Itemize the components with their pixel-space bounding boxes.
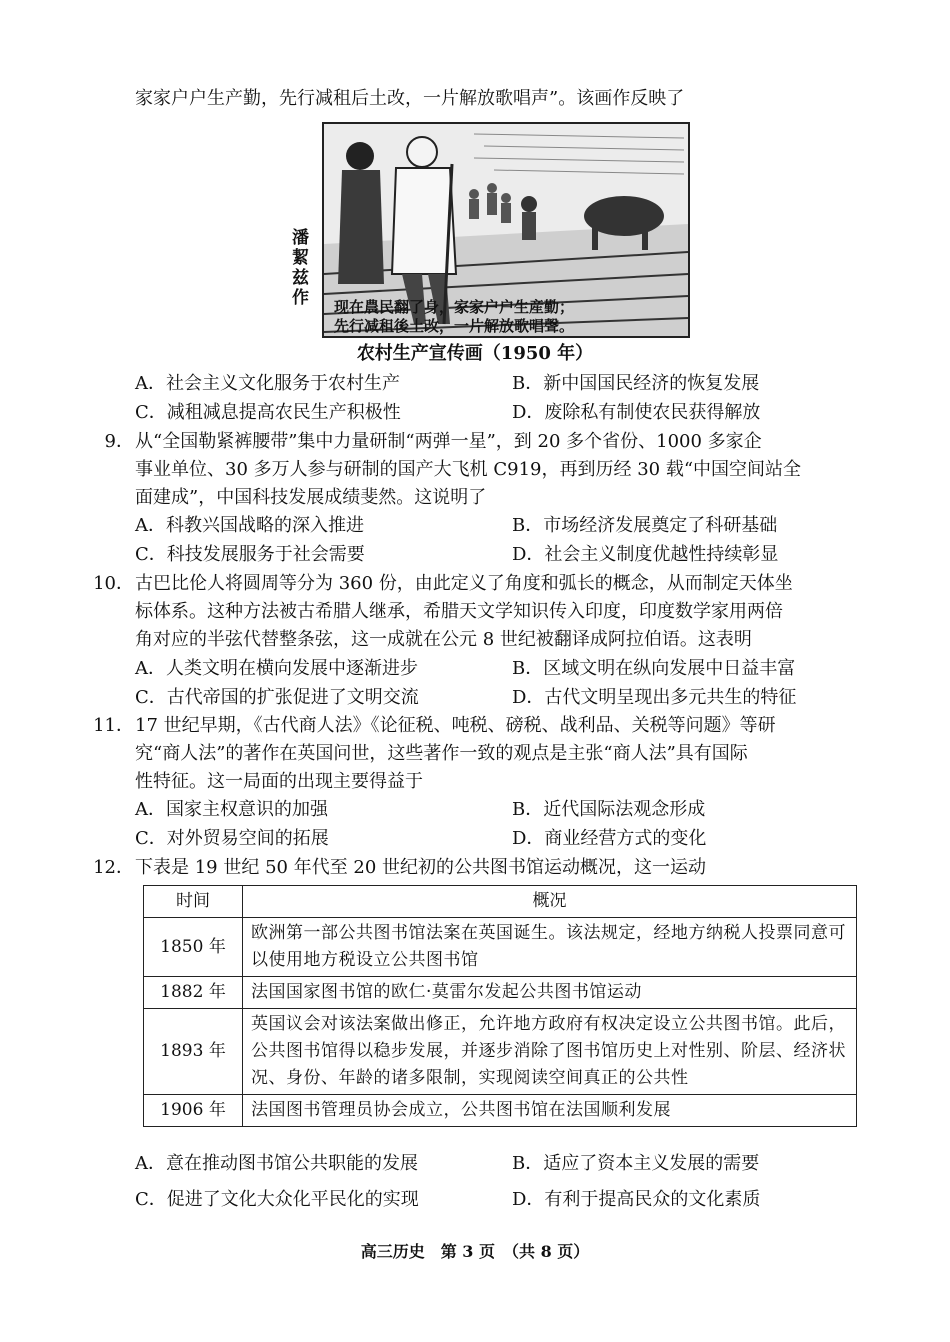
- q9-stem-line: 事业单位、30 多万人参与研制的国产大飞机 C919，再到历经 30 载“中国空间站全: [135, 459, 802, 480]
- q8-stem-tail: 家家户户生产勤，先行减租后土改，一片解放歌唱声”。该画作反映了: [135, 88, 685, 109]
- row-desc: 法国图书管理员协会成立，公共图书馆在法国顺利发展: [243, 1095, 857, 1127]
- q10-option-d[interactable]: D．古代文明呈现出多元共生的特征: [512, 687, 797, 708]
- q9-option-c[interactable]: C．科技发展服务于社会需要: [135, 544, 365, 565]
- table-header-row: [144, 886, 857, 918]
- row-year: 1850 年: [144, 918, 243, 977]
- artist-signature: [292, 228, 314, 308]
- q11-option-d[interactable]: D．商业经营方式的变化: [512, 828, 707, 849]
- q12-option-b[interactable]: B．适应了资本主义发展的需要: [512, 1153, 760, 1174]
- q11-number: 11．: [93, 715, 134, 736]
- q9-option-b[interactable]: B．市场经济发展奠定了科研基础: [512, 515, 778, 536]
- q11-stem-line: 性特征。这一局面的出现主要得益于: [135, 771, 423, 792]
- artist-char: 絜: [292, 248, 309, 268]
- q8-option-d[interactable]: D．废除私有制使农民获得解放: [512, 402, 761, 423]
- artist-char: 作: [292, 288, 309, 308]
- q12-stem: 下表是 19 世纪 50 年代至 20 世纪初的公共图书馆运动概况，这一运动: [135, 857, 707, 878]
- q11-option-b[interactable]: B．近代国际法观念形成: [512, 799, 706, 820]
- poster-poem-line-1: 现在農民翻了身，家家户户生産勤；: [334, 298, 575, 316]
- q12-number: 12．: [93, 857, 134, 878]
- page-footer: 高三历史 第 3 页 （共 8 页）: [360, 1242, 590, 1261]
- q9-stem-line: 从“全国勒紧裤腰带”集中力量研制“两弹一星”，到 20 多个省份、1000 多家企: [135, 431, 762, 452]
- q12-option-d[interactable]: D．有利于提高民众的文化素质: [512, 1189, 761, 1210]
- q9-number: 9．: [104, 431, 134, 452]
- q10-number: 10．: [93, 573, 134, 594]
- public-library-table: [143, 885, 857, 1127]
- row-year: 1893 年: [144, 1009, 243, 1095]
- q8-option-c[interactable]: C．减租减息提高农民生产积极性: [135, 402, 401, 423]
- q11-stem-line: 究“商人法”的著作在英国问世，这些著作一致的观点是主张“商人法”具有国际: [135, 743, 748, 764]
- q10-option-a[interactable]: A．人类文明在横向发展中逐渐进步: [135, 658, 418, 679]
- q9-option-a[interactable]: A．科教兴国战略的深入推进: [135, 515, 364, 536]
- row-desc: 欧洲第一部公共图书馆法案在英国诞生。该法规定，经地方纳税人投票同意可以使用地方税设立公共图书馆: [243, 918, 857, 977]
- row-desc: 法国国家图书馆的欧仁·莫雷尔发起公共图书馆运动: [243, 977, 857, 1009]
- q8-option-a[interactable]: A．社会主义文化服务于农村生产: [135, 373, 400, 394]
- q8-option-b[interactable]: B．新中国国民经济的恢复发展: [512, 373, 760, 394]
- table-row: [144, 1009, 857, 1095]
- q11-stem-line: 17 世纪早期，《古代商人法》《论征税、吨税、磅税、战利品、关税等问题》等研: [135, 715, 776, 736]
- artist-char: 兹: [292, 268, 309, 288]
- table-row: [144, 1095, 857, 1127]
- q10-option-c[interactable]: C．古代帝国的扩张促进了文明交流: [135, 687, 419, 708]
- q11-option-c[interactable]: C．对外贸易空间的拓展: [135, 828, 329, 849]
- poster-poem-line-2: 先行减租後土改，一片解放歌唱聲。: [334, 317, 575, 335]
- header-time: 时间: [144, 886, 243, 918]
- q11-option-a[interactable]: A．国家主权意识的加强: [135, 799, 328, 820]
- q10-stem-line: 标体系。这种方法被古希腊人继承，希腊天文学知识传入印度，印度数学家用两倍: [135, 601, 783, 622]
- q10-option-b[interactable]: B．区域文明在纵向发展中日益丰富: [512, 658, 796, 679]
- q10-stem-line: 角对应的半弦代替整条弦，这一成就在公元 8 世纪被翻译成阿拉伯语。这表明: [135, 629, 752, 650]
- q9-stem-line: 面建成”，中国科技发展成绩斐然。这说明了: [135, 487, 487, 508]
- q12-option-c[interactable]: C．促进了文化大众化平民化的实现: [135, 1189, 419, 1210]
- q10-stem-line: 古巴比伦人将圆周等分为 360 份，由此定义了角度和弧长的概念，从而制定天体坐: [135, 573, 793, 594]
- artist-char: 潘: [292, 228, 309, 248]
- table-row: [144, 977, 857, 1009]
- header-overview: 概况: [243, 886, 857, 918]
- row-year: 1906 年: [144, 1095, 243, 1127]
- row-year: 1882 年: [144, 977, 243, 1009]
- row-desc: 英国议会对该法案做出修正，允许地方政府有权决定设立公共图书馆。此后，公共图书馆得以稳步发展，并逐步消除了图书馆历史上对性别、阶层、经济状况、身份、年龄的诸多限制，实现阅读空间真正的公共性: [243, 1009, 857, 1095]
- q9-option-d[interactable]: D．社会主义制度优越性持续彰显: [512, 544, 779, 565]
- q12-option-a[interactable]: A．意在推动图书馆公共职能的发展: [135, 1153, 418, 1174]
- image-caption: 农村生产宣传画（1950 年）: [356, 343, 594, 364]
- table-row: [144, 918, 857, 977]
